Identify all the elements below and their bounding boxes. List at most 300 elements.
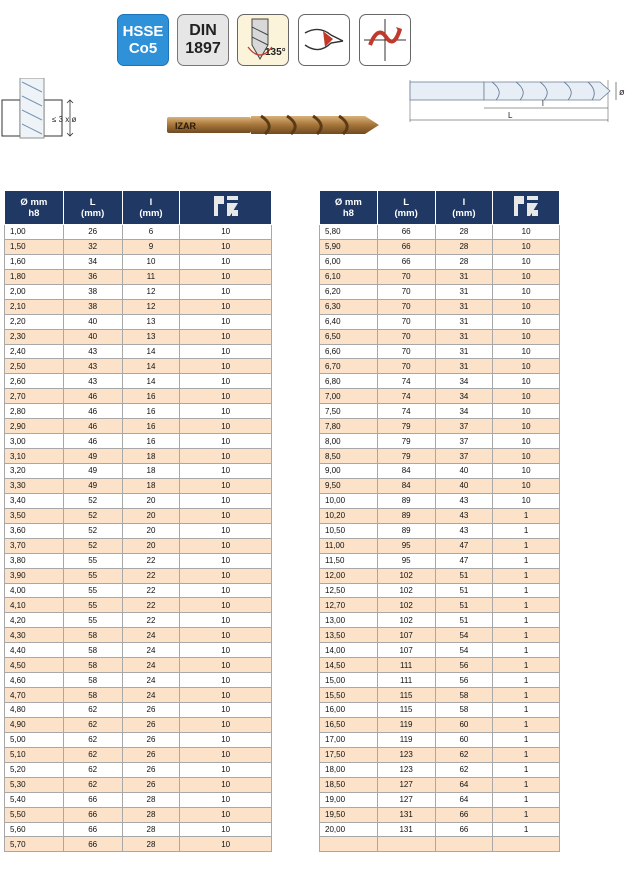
- cell-pack-quantity: 10: [180, 523, 272, 538]
- cell-total-length: 70: [377, 344, 435, 359]
- cell-diameter: 10,50: [320, 523, 378, 538]
- cell-pack-quantity: 10: [493, 314, 560, 329]
- cell-diameter: 2,80: [5, 404, 64, 419]
- table-row: [5, 777, 272, 792]
- cell-flute-length: 28: [435, 225, 493, 240]
- table-row: [320, 478, 560, 493]
- cell-total-length: 49: [63, 449, 122, 464]
- cell-pack-quantity: 10: [180, 628, 272, 643]
- cell-flute-length: 22: [122, 553, 180, 568]
- table-row: [5, 837, 272, 852]
- cell-total-length: 52: [63, 508, 122, 523]
- cell-total-length: 66: [63, 822, 122, 837]
- table-row: [5, 374, 272, 389]
- table-row: [320, 777, 560, 792]
- cell-total-length: 119: [377, 732, 435, 747]
- cell-diameter: 4,30: [5, 628, 64, 643]
- cell-pack-quantity: 1: [493, 628, 560, 643]
- cell-pack-quantity: 1: [493, 658, 560, 673]
- cell-diameter: 3,70: [5, 538, 64, 553]
- cell-pack-quantity: 10: [493, 464, 560, 479]
- cell-total-length: 102: [377, 568, 435, 583]
- cell-pack-quantity: 10: [493, 359, 560, 374]
- table-row: [5, 688, 272, 703]
- cell-flute-length: 28: [122, 822, 180, 837]
- cell-diameter: 18,00: [320, 762, 378, 777]
- cell-diameter: 5,50: [5, 807, 64, 822]
- cell-flute-length: 22: [122, 583, 180, 598]
- cell-pack-quantity: 1: [493, 598, 560, 613]
- cell-total-length: 66: [377, 225, 435, 240]
- cell-diameter: 4,70: [5, 688, 64, 703]
- table-row: [5, 419, 272, 434]
- point-angle-badge: [237, 14, 289, 66]
- cell-pack-quantity: 10: [180, 225, 272, 240]
- cell-diameter: 1,00: [5, 225, 64, 240]
- cell-flute-length: 24: [122, 673, 180, 688]
- cell-flute-length: 31: [435, 269, 493, 284]
- cell-flute-length: 6: [122, 225, 180, 240]
- cell-flute-length: 47: [435, 553, 493, 568]
- cell-total-length: 32: [63, 239, 122, 254]
- cell-diameter: 5,60: [5, 822, 64, 837]
- cell-diameter: 5,70: [5, 837, 64, 852]
- table-row: [320, 553, 560, 568]
- table-body-right: [320, 225, 560, 852]
- drill-bit-image: [165, 108, 385, 144]
- table-row: [5, 747, 272, 762]
- cell-total-length: 40: [63, 314, 122, 329]
- cell-total-length: 79: [377, 434, 435, 449]
- table-row: [5, 658, 272, 673]
- table-row: [5, 643, 272, 658]
- cell-total-length: 107: [377, 643, 435, 658]
- cell-flute-length: 54: [435, 643, 493, 658]
- cell-pack-quantity: 10: [180, 344, 272, 359]
- cell-pack-quantity: 10: [180, 508, 272, 523]
- cell-flute-length: 18: [122, 464, 180, 479]
- cell-total-length: 52: [63, 538, 122, 553]
- cell-flute-length: 31: [435, 299, 493, 314]
- table-row: [320, 762, 560, 777]
- table-row: [5, 613, 272, 628]
- cell-flute-length: 62: [435, 762, 493, 777]
- cell-total-length: 43: [63, 344, 122, 359]
- cell-total-length: 58: [63, 628, 122, 643]
- cell-diameter: 15,00: [320, 673, 378, 688]
- col-pack-quantity-header: [180, 191, 272, 225]
- cell-flute-length: 26: [122, 762, 180, 777]
- cell-diameter: 4,90: [5, 717, 64, 732]
- table-row: [5, 792, 272, 807]
- cell-diameter: 16,00: [320, 703, 378, 718]
- cell-total-length: 38: [63, 299, 122, 314]
- cell-flute-length: 43: [435, 508, 493, 523]
- brand-label: IZAR: [175, 121, 196, 131]
- table-row: [5, 673, 272, 688]
- col-pack-quantity-header: [493, 191, 560, 225]
- table-row: [5, 239, 272, 254]
- point-angle-icon: [238, 15, 288, 65]
- cell-diameter: 4,10: [5, 598, 64, 613]
- cell-diameter: 16,50: [320, 717, 378, 732]
- table-row: [320, 583, 560, 598]
- table-row: [320, 329, 560, 344]
- cell-diameter: 17,00: [320, 732, 378, 747]
- cell-flute-length: 43: [435, 493, 493, 508]
- flute-length-dim-label: l: [542, 99, 544, 108]
- table-row: [320, 538, 560, 553]
- cell-pack-quantity: 10: [180, 538, 272, 553]
- cell-pack-quantity: 10: [180, 717, 272, 732]
- cell-flute-length: 64: [435, 792, 493, 807]
- table-row: [320, 225, 560, 240]
- cell-flute-length: 31: [435, 344, 493, 359]
- table-row: [5, 449, 272, 464]
- cell-total-length: 66: [63, 837, 122, 852]
- cell-flute-length: 24: [122, 658, 180, 673]
- cell-pack-quantity: 1: [493, 822, 560, 837]
- cell-diameter: 13,00: [320, 613, 378, 628]
- cell-diameter: 2,60: [5, 374, 64, 389]
- cell-pack-quantity: 10: [180, 762, 272, 777]
- cell-total-length: 74: [377, 404, 435, 419]
- cell-pack-quantity: 10: [180, 359, 272, 374]
- cell-total-length: 34: [63, 254, 122, 269]
- cell-pack-quantity: 10: [180, 568, 272, 583]
- table-row: [320, 239, 560, 254]
- table-row: [320, 269, 560, 284]
- din-badge: [177, 14, 229, 66]
- cell-flute-length: 34: [435, 404, 493, 419]
- pack-quantity-icon: [512, 194, 540, 218]
- cell-pack-quantity: 10: [180, 613, 272, 628]
- cell-total-length: 38: [63, 284, 122, 299]
- cell-total-length: 62: [63, 703, 122, 718]
- table-row: [5, 628, 272, 643]
- cell-flute-length: 66: [435, 807, 493, 822]
- cell-total-length: 89: [377, 508, 435, 523]
- cell-diameter: 6,40: [320, 314, 378, 329]
- table-row: [320, 374, 560, 389]
- table-row: [5, 299, 272, 314]
- cell-pack-quantity: 10: [493, 254, 560, 269]
- cell-diameter: 10,20: [320, 508, 378, 523]
- table-row: [5, 717, 272, 732]
- table-row: [5, 464, 272, 479]
- cell-diameter: 11,50: [320, 553, 378, 568]
- cell-pack-quantity: 1: [493, 762, 560, 777]
- cell-flute-length: 40: [435, 478, 493, 493]
- cell-total-length: 70: [377, 314, 435, 329]
- cell-total-length: 66: [63, 807, 122, 822]
- cell-pack-quantity: 10: [180, 374, 272, 389]
- table-row: [5, 493, 272, 508]
- table-row: [5, 762, 272, 777]
- cell-diameter: 19,00: [320, 792, 378, 807]
- table-row: [320, 449, 560, 464]
- cell-total-length: 52: [63, 493, 122, 508]
- cell-flute-length: 24: [122, 628, 180, 643]
- cell-total-length: 46: [63, 434, 122, 449]
- cell-diameter: 9,50: [320, 478, 378, 493]
- table-row: [5, 732, 272, 747]
- cell-pack-quantity: 10: [493, 299, 560, 314]
- cell-total-length: 26: [63, 225, 122, 240]
- table-row: [5, 508, 272, 523]
- cell-flute-length: 60: [435, 717, 493, 732]
- cell-flute-length: 28: [122, 837, 180, 852]
- cell-flute-length: 10: [122, 254, 180, 269]
- table-row: [320, 344, 560, 359]
- cell-flute-length: [435, 837, 493, 852]
- cell-flute-length: 31: [435, 329, 493, 344]
- cell-diameter: 7,50: [320, 404, 378, 419]
- cell-flute-length: 56: [435, 658, 493, 673]
- col-flute-length-header: l (mm): [435, 191, 493, 225]
- cell-pack-quantity: 10: [180, 269, 272, 284]
- cell-pack-quantity: 1: [493, 508, 560, 523]
- cell-total-length: 102: [377, 583, 435, 598]
- cell-diameter: 4,80: [5, 703, 64, 718]
- cell-pack-quantity: 1: [493, 613, 560, 628]
- cell-flute-length: 26: [122, 732, 180, 747]
- cell-total-length: 66: [377, 254, 435, 269]
- cell-total-length: 36: [63, 269, 122, 284]
- cell-total-length: 70: [377, 284, 435, 299]
- table-row: [320, 673, 560, 688]
- cell-diameter: [320, 837, 378, 852]
- cell-pack-quantity: 10: [180, 703, 272, 718]
- cell-diameter: 4,60: [5, 673, 64, 688]
- cell-pack-quantity: 10: [180, 583, 272, 598]
- cell-flute-length: 26: [122, 717, 180, 732]
- cell-flute-length: 16: [122, 389, 180, 404]
- cell-pack-quantity: 10: [180, 553, 272, 568]
- cell-flute-length: 12: [122, 299, 180, 314]
- cell-pack-quantity: 10: [493, 269, 560, 284]
- table-row: [5, 523, 272, 538]
- drilling-depth-diagram: [0, 78, 92, 150]
- cell-diameter: 17,50: [320, 747, 378, 762]
- cell-pack-quantity: 10: [493, 419, 560, 434]
- cell-total-length: 40: [63, 329, 122, 344]
- cell-total-length: 66: [377, 239, 435, 254]
- cell-flute-length: 51: [435, 583, 493, 598]
- table-row: [5, 359, 272, 374]
- table-row: [320, 254, 560, 269]
- table-row: [320, 523, 560, 538]
- din-label: DIN: [189, 22, 217, 39]
- cell-flute-length: 16: [122, 404, 180, 419]
- split-point-badge: [359, 14, 411, 66]
- table-header-row: [320, 191, 560, 225]
- cell-diameter: 15,50: [320, 688, 378, 703]
- cell-total-length: 52: [63, 523, 122, 538]
- cell-total-length: 62: [63, 732, 122, 747]
- cell-total-length: 127: [377, 792, 435, 807]
- cell-pack-quantity: 10: [493, 284, 560, 299]
- cell-diameter: 3,50: [5, 508, 64, 523]
- cell-flute-length: 14: [122, 359, 180, 374]
- table-row: [5, 254, 272, 269]
- cell-pack-quantity: 10: [493, 225, 560, 240]
- cell-total-length: 79: [377, 419, 435, 434]
- cell-diameter: 3,30: [5, 478, 64, 493]
- cell-total-length: 62: [63, 747, 122, 762]
- cell-flute-length: 11: [122, 269, 180, 284]
- cell-pack-quantity: 10: [493, 389, 560, 404]
- cell-diameter: 3,60: [5, 523, 64, 538]
- cell-diameter: 2,50: [5, 359, 64, 374]
- col-flute-length-header: l (mm): [122, 191, 180, 225]
- table-row: [320, 732, 560, 747]
- cell-flute-length: 60: [435, 732, 493, 747]
- cell-flute-length: 26: [122, 777, 180, 792]
- cell-diameter: 1,60: [5, 254, 64, 269]
- cell-pack-quantity: 10: [493, 434, 560, 449]
- table-row: [5, 553, 272, 568]
- cell-pack-quantity: 10: [493, 374, 560, 389]
- cell-total-length: 46: [63, 419, 122, 434]
- cell-diameter: 4,00: [5, 583, 64, 598]
- cell-pack-quantity: 1: [493, 777, 560, 792]
- cell-diameter: 19,50: [320, 807, 378, 822]
- cell-diameter: 6,00: [320, 254, 378, 269]
- cell-diameter: 6,80: [320, 374, 378, 389]
- cell-flute-length: 34: [435, 374, 493, 389]
- cell-diameter: 5,90: [320, 239, 378, 254]
- cell-pack-quantity: 10: [180, 478, 272, 493]
- cell-flute-length: 9: [122, 239, 180, 254]
- cell-pack-quantity: 10: [493, 344, 560, 359]
- table-row: [320, 717, 560, 732]
- cell-diameter: 2,40: [5, 344, 64, 359]
- cell-diameter: 8,50: [320, 449, 378, 464]
- cell-total-length: 89: [377, 523, 435, 538]
- table-row: [320, 628, 560, 643]
- cell-diameter: 5,10: [5, 747, 64, 762]
- cell-total-length: 55: [63, 553, 122, 568]
- cell-pack-quantity: 10: [493, 329, 560, 344]
- cell-diameter: 5,20: [5, 762, 64, 777]
- cell-total-length: 95: [377, 538, 435, 553]
- cell-flute-length: 51: [435, 598, 493, 613]
- cell-pack-quantity: 10: [180, 792, 272, 807]
- cell-diameter: 1,50: [5, 239, 64, 254]
- table-row: [320, 359, 560, 374]
- cell-pack-quantity: 1: [493, 523, 560, 538]
- cutting-edge-icon: [299, 15, 349, 65]
- cell-diameter: 8,00: [320, 434, 378, 449]
- cell-diameter: 7,80: [320, 419, 378, 434]
- cell-pack-quantity: 10: [493, 239, 560, 254]
- cell-total-length: 46: [63, 389, 122, 404]
- table-row: [320, 493, 560, 508]
- cell-flute-length: 16: [122, 419, 180, 434]
- cell-total-length: 70: [377, 359, 435, 374]
- hsse-label: HSSE: [122, 23, 164, 40]
- table-row: [320, 314, 560, 329]
- cell-pack-quantity: 10: [180, 404, 272, 419]
- cell-diameter: 6,10: [320, 269, 378, 284]
- table-row: [5, 344, 272, 359]
- cell-flute-length: 37: [435, 434, 493, 449]
- col-total-length-header: L (mm): [377, 191, 435, 225]
- cell-flute-length: 22: [122, 568, 180, 583]
- cell-pack-quantity: 1: [493, 583, 560, 598]
- cell-total-length: 70: [377, 299, 435, 314]
- cell-total-length: 62: [63, 717, 122, 732]
- cell-flute-length: 62: [435, 747, 493, 762]
- cell-pack-quantity: 10: [180, 837, 272, 852]
- cell-flute-length: 14: [122, 344, 180, 359]
- cell-total-length: 84: [377, 464, 435, 479]
- cell-total-length: 58: [63, 643, 122, 658]
- col-diameter-header: Ø mm h8: [320, 191, 378, 225]
- table-row: [5, 269, 272, 284]
- drill-spec-table-right: [319, 190, 560, 852]
- cell-pack-quantity: 1: [493, 643, 560, 658]
- table-row: [320, 747, 560, 762]
- cell-pack-quantity: 1: [493, 538, 560, 553]
- cell-total-length: 43: [63, 374, 122, 389]
- cell-flute-length: 28: [122, 807, 180, 822]
- cell-pack-quantity: 10: [180, 254, 272, 269]
- cell-total-length: 49: [63, 464, 122, 479]
- cell-diameter: 6,70: [320, 359, 378, 374]
- cell-diameter: 3,10: [5, 449, 64, 464]
- cell-diameter: 4,20: [5, 613, 64, 628]
- table-row: [5, 598, 272, 613]
- cell-pack-quantity: 10: [180, 449, 272, 464]
- cell-diameter: 3,80: [5, 553, 64, 568]
- cell-diameter: 6,60: [320, 344, 378, 359]
- cell-flute-length: 13: [122, 329, 180, 344]
- cell-flute-length: 20: [122, 493, 180, 508]
- cell-pack-quantity: 10: [493, 493, 560, 508]
- cell-flute-length: 24: [122, 643, 180, 658]
- cell-total-length: 115: [377, 688, 435, 703]
- cell-flute-length: 20: [122, 538, 180, 553]
- cell-pack-quantity: 10: [493, 478, 560, 493]
- cell-diameter: 6,30: [320, 299, 378, 314]
- cell-flute-length: 34: [435, 389, 493, 404]
- table-row: [5, 225, 272, 240]
- cell-pack-quantity: 10: [180, 464, 272, 479]
- cell-pack-quantity: 10: [180, 239, 272, 254]
- din-number: 1897: [185, 40, 221, 57]
- cell-flute-length: 56: [435, 673, 493, 688]
- table-row: [320, 658, 560, 673]
- table-header-row: [5, 191, 272, 225]
- table-row: [320, 613, 560, 628]
- cell-total-length: 55: [63, 598, 122, 613]
- cell-diameter: 14,50: [320, 658, 378, 673]
- table-row: [320, 389, 560, 404]
- cell-diameter: 6,50: [320, 329, 378, 344]
- cell-total-length: 127: [377, 777, 435, 792]
- cell-diameter: 5,00: [5, 732, 64, 747]
- cell-diameter: 2,30: [5, 329, 64, 344]
- table-row: [5, 822, 272, 837]
- cell-flute-length: 24: [122, 688, 180, 703]
- table-row: [320, 434, 560, 449]
- cell-total-length: 111: [377, 673, 435, 688]
- cell-flute-length: 26: [122, 703, 180, 718]
- cell-diameter: 5,40: [5, 792, 64, 807]
- col-diameter-header: Ø mm h8: [5, 191, 64, 225]
